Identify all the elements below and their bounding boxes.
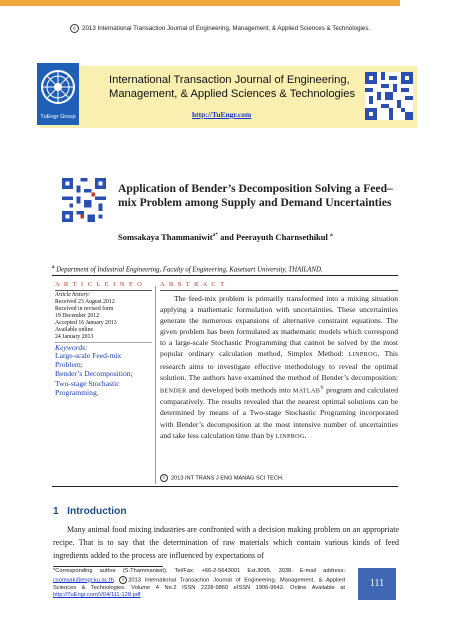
abstract-copyright (160, 474, 284, 482)
copyright-icon: © (70, 24, 79, 33)
history-line: Available online (55, 327, 94, 333)
author-1: Somsakaya Thammaniwit (118, 232, 213, 242)
abstract-text: . (304, 430, 307, 440)
article-pdf-link[interactable]: http://TuEngr.com/V04/111-128.pdf (53, 592, 141, 598)
history-label: Article history: (55, 292, 91, 298)
affiliation-text: Department of Industrial Engineering, Faculty of Engineering, Kasetsart University, THAILAND. (56, 266, 323, 274)
footnote-text: *Corresponding author (S.Thammaniwit). Tel/Fax: +66-2-5643001 Ext.3095, 3038. E-mail address: (53, 568, 345, 574)
abstract-linprog: LINPROG (275, 432, 305, 440)
author-conjunction: and (218, 232, 237, 242)
journal-title: International Transaction Journal of Engineering, Management, & Applied Sciences & Technologies (109, 74, 356, 100)
column-divider (155, 286, 156, 484)
history-line: 24 January 2013 (55, 334, 94, 340)
abstract-text: and developed both methods into (186, 385, 291, 395)
article-info-heading: A R T I C L E I N F O (55, 281, 144, 288)
journal-qr-code-icon (365, 72, 413, 120)
header-copyright-text: 2013 International Transaction Journal of Engineering, Management, & Applied Sciences & Technologies. (82, 25, 371, 33)
keyword-item: Programming. (55, 387, 99, 397)
abstract-heading: A B S T R A C T (160, 281, 226, 288)
abstract-matlab-superscript: ® (320, 385, 324, 391)
affiliation-rule (52, 275, 398, 276)
footnote-text: . (113, 577, 116, 583)
author-2-superscript: a (330, 232, 333, 239)
abstract-matlab: MATLAB (292, 387, 321, 395)
abstract-bottom-rule (52, 486, 398, 487)
introduction-paragraph: Many animal food mixing industries are confronted with a decision making problem on an appropriate recipe. That is to say that the determination of raw materials which contain various kinds of feed ingredients added to the process are influenced by expectations of (53, 525, 399, 560)
affiliation-superscript: a (52, 265, 55, 270)
keyword-item: Problem; (55, 360, 83, 370)
author-line (118, 232, 333, 242)
article-title: Application of Bender’s Decomposition Solving a Feed–mix Problem among Supply and Demand Uncertainties (118, 182, 393, 209)
affiliation (52, 265, 323, 273)
author-1-superscript: a* (212, 232, 219, 239)
page-number-badge: 111 (358, 568, 396, 600)
article-info-box (55, 292, 152, 397)
copyright-icon: © (119, 576, 127, 584)
keyword-item: Large-scale Feed-mix (55, 351, 122, 360)
footnote (53, 568, 345, 600)
keyword-item: Two-stage Stochastic (55, 378, 120, 388)
author-2: Peerayuth Charnsethikul (236, 232, 328, 242)
abstract-copyright-text: 2013 INT TRANS J ENG MANAG SCI TECH. (171, 475, 284, 482)
journal-url-link[interactable]: http://TuEngr.com (192, 110, 252, 119)
history-line: Accepted 16 January 2013 (55, 320, 117, 326)
journal-banner (40, 66, 417, 128)
history-line: Received 23 August 2012 (55, 299, 115, 305)
history-line: 19 December 2012 (55, 313, 100, 319)
abstract-text: . This research aims to investigate effective methodology to reveal the optimal solution. The authors have examined the method of Bender’s decomposition: (160, 349, 398, 382)
header-copyright-line (70, 24, 430, 33)
author-email-link[interactable]: csomsak@engr.ku.ac.th (53, 577, 114, 583)
keyword-item: Bender’s Decomposition; (55, 369, 133, 379)
footnote-rule (53, 566, 163, 567)
tuengr-logo (37, 63, 79, 125)
history-rule (55, 342, 152, 343)
article-info-rule (55, 290, 152, 291)
logo-text: TuEngr Group (40, 114, 76, 120)
abstract-text: The feed-mix problem is primarily transformed into a mixing situation applying a mathematic formulation with uncertainties. These uncertainties generate the numerous expansions of alternative constraint equations. The given problem has been formulated as mathematic models which correspond to a large-scale Stochastic Programming that cannot be solved by the most popular ordinary calculation method, Simplex Method: (160, 294, 398, 359)
copyright-icon: © (160, 474, 168, 482)
abstract-bender: BENDER (160, 387, 187, 395)
footnote-text: 2013 International Transaction Journal of Engineering, Management, & Applied Sciences & Technologies. Volume 4 No.2 ISSN 2228-9860 eISSN 1906-9642. Online Available at (53, 577, 345, 591)
abstract-linprog: LINPROG (348, 351, 378, 359)
abstract-text: program and calculated comparatively. The results revealed that the nearest optimal solutions can be determined by means of a Two-stage Stochastic Programing incorporated with Bender’s decomposition at the most intensive number of uncertainties and take less calculation time than by (160, 385, 398, 440)
history-line: Received in revised form (55, 306, 114, 312)
article-qr-code-icon (62, 178, 106, 227)
abstract-body (160, 293, 398, 442)
keywords-label: Keywords: (55, 343, 88, 352)
top-accent-bar (0, 0, 400, 6)
abstract-rule (160, 290, 398, 291)
introduction-heading: 1 Introduction (53, 506, 127, 517)
